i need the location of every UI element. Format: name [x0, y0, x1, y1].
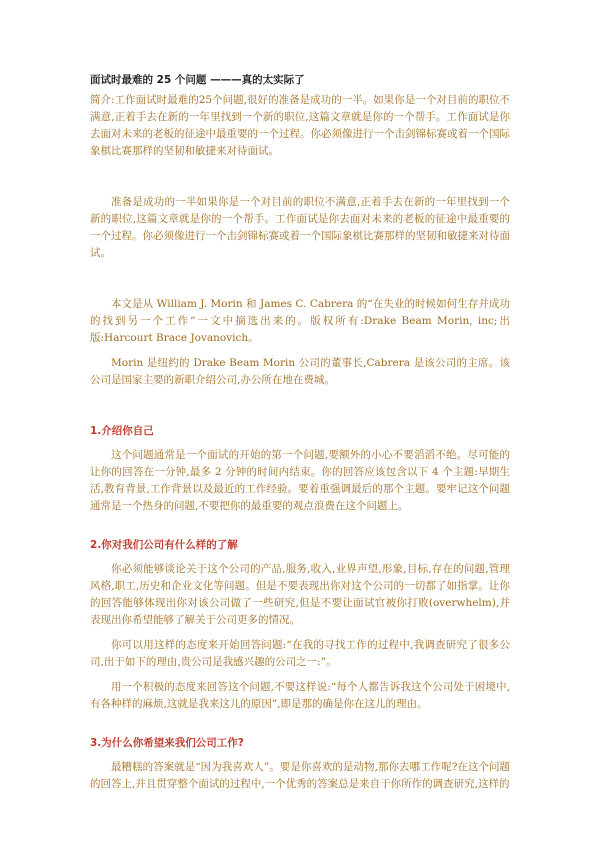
- spacer: [90, 160, 510, 194]
- section-paragraph: 最糟糕的答案就是“因为我喜欢人”。要是你喜欢的是动物,那你去哪工作呢?在这个问题的回答上,并且贯穿整个面试的过程中,一个优秀的答案总是来自于你所作的调查研究,这样的: [90, 761, 510, 790]
- section-paragraph: 这个问题通常是一个面试的开始的第一个问题,要额外的小心不要滔滔不绝。尽可能的让你的回答在一分钟,最多 2 分钟的时间内结束。你的回答应该包含以下 4 个主题:早期生活,教育背景,工作背景以及最近的工作经验。要着重强调最后的那个主题。要牢记这个问题通常是一个热身的问题,不要把你的最重要的观点浪费在这个问题上。: [90, 449, 510, 512]
- source-paragraph: 本文是从 William J. Morin 和 James C. Cabrera 的“在失业的时候如何生存并成功的找到另一个工作”一文中摘选出来的。版权所有:Drake Beam Morin, inc;出版:Harcourt Brace Jovanovich。: [90, 298, 510, 344]
- spacer: [90, 389, 510, 423]
- spacer: [90, 439, 510, 447]
- spacer: [90, 515, 510, 537]
- morin-paragraph: Morin 是纽约的 Drake Beam Morin 公司的董事长,Cabrera 是该公司的主席。该公司是国家主要的新职介绍公司,办公所在地在费城。: [90, 357, 510, 386]
- section-heading: 3.为什么你希望来我们公司工作?: [90, 737, 244, 749]
- spacer: [90, 751, 510, 759]
- spacer: [90, 347, 510, 355]
- spacer: [90, 553, 510, 561]
- section-heading: 1.介绍你自己: [90, 425, 154, 437]
- spacer: [90, 262, 510, 296]
- intro-paragraph: 简介:工作面试时最难的25个问题,很好的准备是成功的一半。如果你是一个对目前的职位不满意,正着手去在新的一年里找到一个新的职位,这篇文章就是你的一个帮手。工作面试是你去面对未来的老板的征途中最重要的一个过程。你必须像进行一个击剑锦标赛或着一个国际象棋比赛那样的坚韧和敏捷来对待面试。: [90, 94, 510, 157]
- spacer: [90, 671, 510, 679]
- section-paragraph: 你必须能够谈论关于这个公司的产品,服务,收入,业界声望,形象,目标,存在的问题,管理风格,职工,历史和企业文化等问题。但是不要表现出你对这个公司的一切都了如指掌。让你的回答能够体现出你对该公司做了一些研究,但是不要让面试官被你打败(overwhelm),并表现出你希望能够了解关于公司更多的情况。: [90, 563, 510, 626]
- section-heading: 2.你对我们公司有什么样的了解: [90, 539, 238, 551]
- prep-paragraph: 准备是成功的一半如果你是一个对目前的职位不满意,正着手去在新的一年里找到一个新的职位,这篇文章就是你的一个帮手。工作面试是你去面对未来的老板的征途中最重要的一个过程。你必须像进行一个击剑锦标赛或着一个国际象棋比赛那样的坚韧和敏捷来对待面试。: [90, 196, 510, 259]
- document-title: 面试时最难的 25 个问题 ———真的太实际了: [90, 74, 305, 86]
- section-paragraph: 用一个积极的态度来回答这个问题,不要这样说:“每个人都告诉我这个公司处于困境中,有各种样的麻烦,这就是我来这儿的原因”,即是那的确是你在这儿的理由。: [90, 681, 510, 710]
- spacer: [90, 629, 510, 637]
- section-paragraph: 你可以用这样的态度来开始回答问题:“在我的寻找工作的过程中,我调查研究了很多公司,出于如下的理由,贵公司是我感兴趣的公司之一:”。: [90, 639, 510, 668]
- spacer: [90, 713, 510, 735]
